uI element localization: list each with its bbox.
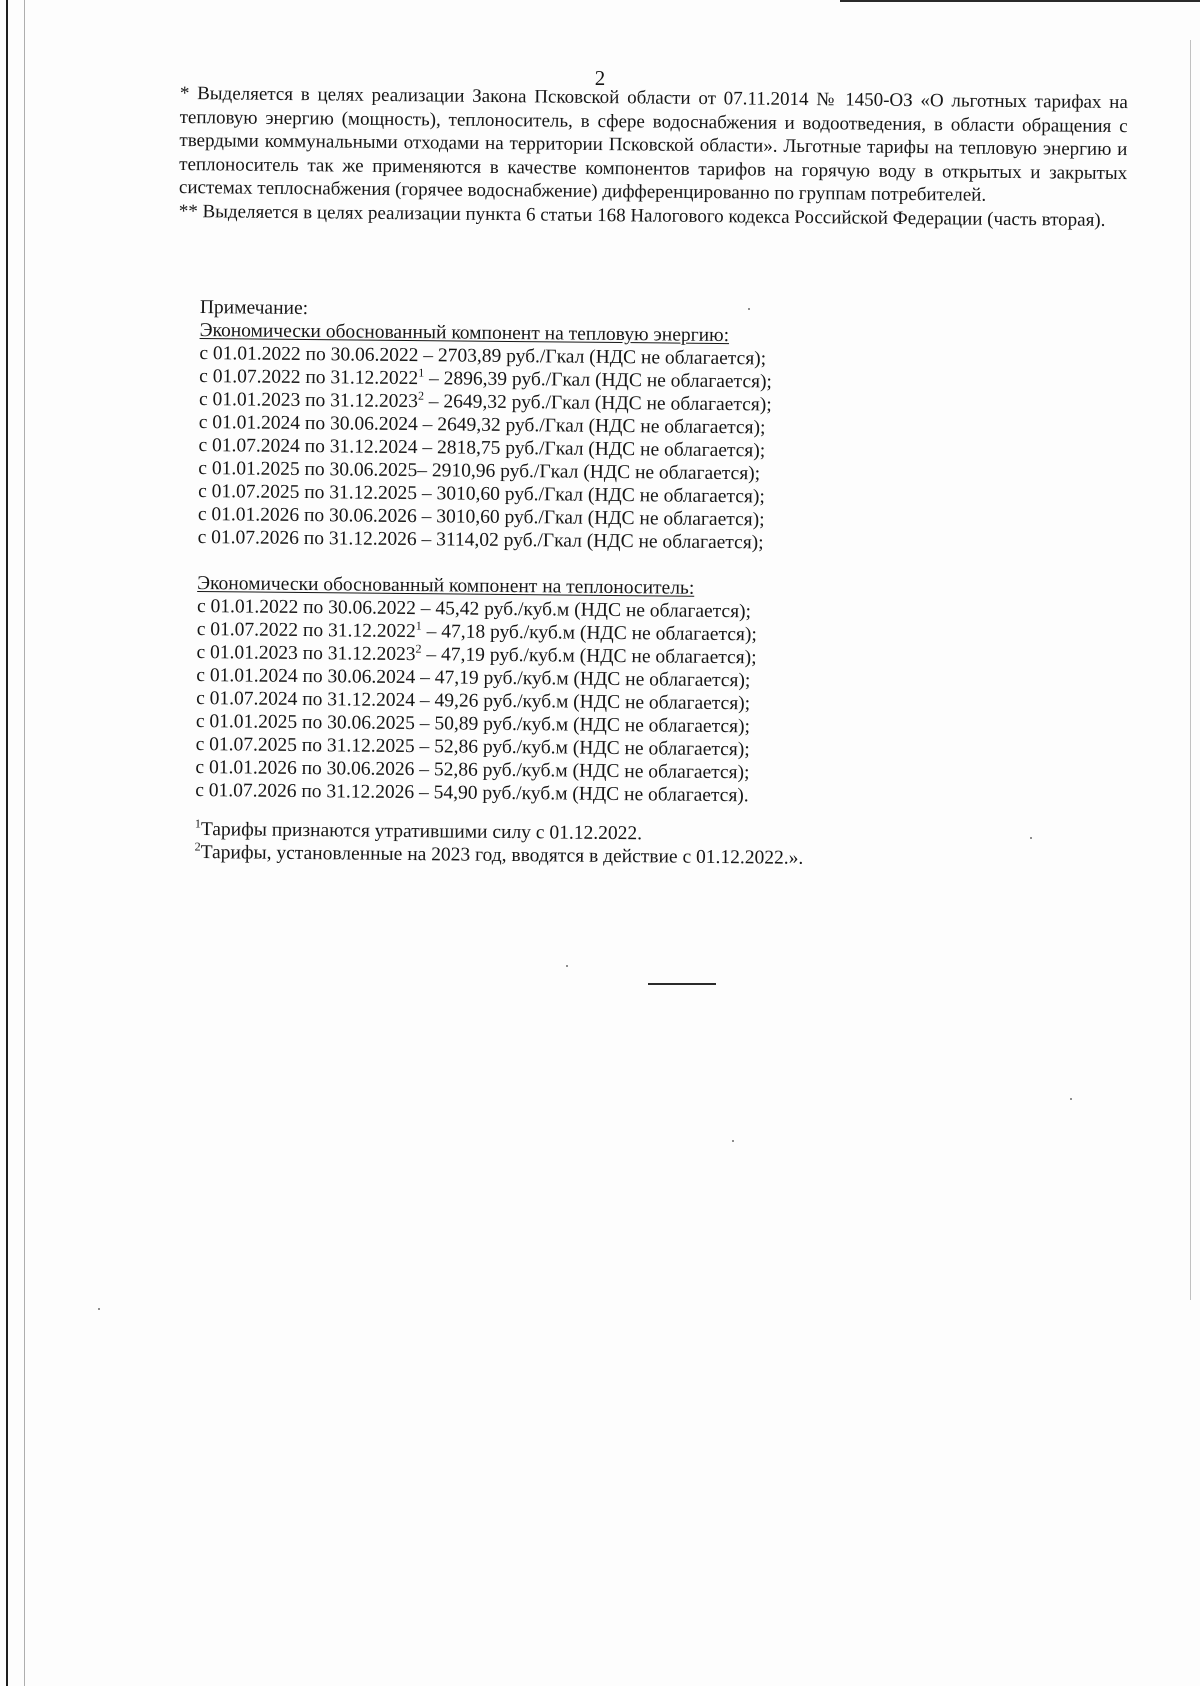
heat-energy-rate-item: с 01.01.2024 по 30.06.2024 – 2649,32 руб./Гкал (НДС не облагается); <box>198 411 766 439</box>
coolant-rate-item: с 01.07.2025 по 31.12.2025 – 52,86 руб./куб.м (НДС не облагается); <box>195 733 750 761</box>
heat-energy-rate-item: с 01.01.2022 по 30.06.2022 – 2703,89 руб./Гкал (НДС не облагается); <box>199 342 767 370</box>
heat-energy-rate-list <box>198 342 820 555</box>
coolant-rate-item: с 01.01.2025 по 30.06.2025 – 50,89 руб./куб.м (НДС не облагается); <box>195 710 751 738</box>
coolant-rate-item: с 01.07.2024 по 31.12.2024 – 49,26 руб./куб.м (НДС не облагается); <box>196 687 751 715</box>
heat-energy-heading: Экономически обоснованный компонент на тепловую энергию: <box>199 319 730 347</box>
coolant-rate-item: с 01.01.2022 по 30.06.2022 – 45,42 руб./куб.м (НДС не облагается); <box>196 595 752 623</box>
coolant-rate-item: с 01.07.2022 по 31.12.2022$^1$ – 47,18 руб./куб.м (НДС не облагается); <box>196 618 757 646</box>
footnote-double-asterisk: ** Выделяется в целях реализации пункта 6 статьи 168 Налогового кодекса Российской Федерации (часть вторая). <box>178 200 1106 231</box>
coolant-rate-item: с 01.01.2023 по 31.12.2023$^2$ – 47,19 руб./куб.м (НДС не облагается); <box>196 641 757 669</box>
table-footnote-1: $^1$Тарифы признаются утратившими силу с 01.12.2022. <box>194 816 643 845</box>
end-of-document-rule <box>648 983 716 985</box>
coolant-heading: Экономически обоснованный компонент на теплоноситель: <box>197 572 695 599</box>
footnotes <box>179 82 1128 232</box>
scan-speck <box>1070 1098 1072 1100</box>
scan-speck <box>1030 837 1032 839</box>
coolant-rate-item: с 01.01.2024 по 30.06.2024 – 47,19 руб./куб.м (НДС не облагается); <box>196 664 751 692</box>
note-label: Примечание: <box>199 296 309 320</box>
scan-binding-line <box>6 0 8 1686</box>
footnote-single-asterisk: * Выделяется в целях реализации Закона Псковской области от 07.11.2014 № 1450-ОЗ «О льготных тарифах на тепловую энергию (мощность), теплоноситель, в сфере водоснабжения и водоотведения, в области обращения с твердыми коммунальными отходами на территории Псковской области». Льготные тарифы на тепловую энергию и теплоноситель так же применяются в качестве компонентов тарифов на горячую воду в открытых и закрытых системах теплоснабжения (горячее водоснабжение) дифференцированно по группам потребителей. <box>178 82 1128 206</box>
heat-energy-rate-item: с 01.07.2026 по 31.12.2026 – 3114,02 руб./Гкал (НДС не облагается); <box>197 526 764 554</box>
table-footnote-2: $^2$Тарифы, установленные на 2023 год, вводятся в действие с 01.12.2022.». <box>194 839 804 869</box>
heat-energy-rate-item: с 01.07.2022 по 31.12.2022$^1$ – 2896,39 руб./Гкал (НДС не облагается); <box>199 365 773 393</box>
heat-energy-rate-item: с 01.01.2023 по 31.12.2023$^2$ – 2649,32 руб./Гкал (НДС не облагается); <box>198 388 772 416</box>
scan-speck <box>98 1308 100 1310</box>
scan-speck <box>732 1140 734 1142</box>
coolant-rate-item: с 01.07.2026 по 31.12.2026 – 54,90 руб./куб.м (НДС не облагается). <box>195 779 749 807</box>
scan-speck <box>566 965 568 967</box>
heat-energy-rate-item: с 01.01.2026 по 30.06.2026 – 3010,60 руб./Гкал (НДС не облагается); <box>197 503 765 531</box>
note-section <box>195 296 820 870</box>
heat-energy-rate-item: с 01.07.2025 по 31.12.2025 – 3010,60 руб./Гкал (НДС не облагается); <box>198 480 765 508</box>
coolant-rate-list <box>195 595 817 808</box>
heat-energy-rate-item: с 01.07.2024 по 31.12.2024 – 2818,75 руб./Гкал (НДС не облагается); <box>198 434 766 462</box>
heat-energy-rate-item: с 01.01.2025 по 30.06.2025– 2910,96 руб./Гкал (НДС не облагается); <box>198 457 761 485</box>
page-number: 2 <box>594 66 606 90</box>
scan-binding-shadow <box>24 0 25 1686</box>
scan-edge-right <box>1190 40 1191 1300</box>
coolant-rate-item: с 01.01.2026 по 30.06.2026 – 52,86 руб./куб.м (НДС не облагается); <box>195 756 750 784</box>
scan-edge-top <box>840 0 1200 2</box>
